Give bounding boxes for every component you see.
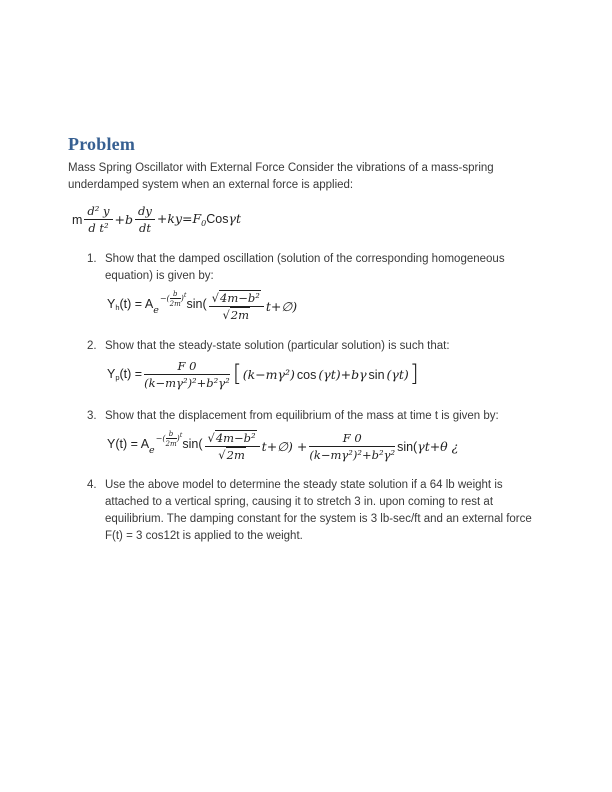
eq3-sin2-function: sin( xyxy=(397,440,418,454)
eq3-exp-superscript-t: t xyxy=(179,431,183,439)
item-3-body xyxy=(105,408,547,476)
equation-1 xyxy=(107,291,547,322)
eq2-lhs xyxy=(107,367,142,382)
eq1-phase-term: t+∅) xyxy=(265,299,298,314)
item-4-body xyxy=(105,477,547,545)
list-item-1 xyxy=(87,251,547,337)
item-4-text: Use the above model to determine the steady state solution if a 64 lb weight is attached to a vertical spring, causing it to stretch 3 in. upon coming to rest at equilibrium. The damping constant for the system is 3 lb-sec/ft and an external force F(t) = 3 cos12t is applied to the weight. xyxy=(105,479,532,542)
eq3-main-fraction xyxy=(309,431,395,462)
item-4-number: 4. xyxy=(87,479,97,491)
eq3-exp-open: −( xyxy=(155,434,166,443)
eq1-exp-close: ) xyxy=(180,294,184,303)
eq1-exp-numerator: b xyxy=(170,290,181,299)
item-3-number: 3. xyxy=(87,410,97,422)
item-2-text: Show that the steady-state solution (particular solution) is such that: xyxy=(105,340,450,352)
eq1-radicand-top: 4m−b² xyxy=(220,291,260,305)
eq-main-F-subscript: 0 xyxy=(201,219,207,228)
eq3-phase-plus: t+∅) + xyxy=(261,439,308,454)
eq-main-f1-denominator: d t² xyxy=(88,221,109,235)
eq2-main-fraction xyxy=(144,359,230,390)
eq3-radicand-bottom: 2m xyxy=(226,448,245,462)
eq3-exp-numerator: b xyxy=(166,430,177,439)
eq2-cos-function: cos xyxy=(296,367,317,382)
item-1-number: 1. xyxy=(87,253,97,265)
eq3-sqrt-numerator xyxy=(205,431,260,447)
eq2-right-bracket: ] xyxy=(409,361,419,387)
eq1-lhs xyxy=(107,290,207,316)
eq3-tail xyxy=(397,439,458,454)
eq2-group-2: (γt)+bγ xyxy=(318,367,367,382)
eq1-equals-A: (t) = A xyxy=(119,297,154,311)
eq3-sqrt-denominator xyxy=(205,447,260,462)
eq3-radical-sign-bottom: √ xyxy=(218,448,226,462)
eq1-exp-open: −( xyxy=(159,294,170,303)
eq3-Y-equals-A: Y xyxy=(107,437,116,451)
eq3-exponent xyxy=(156,430,183,448)
eq3-numerator-F0: F 0 xyxy=(309,431,395,447)
eq-main-fraction-2 xyxy=(135,204,155,235)
eq1-radicand-bottom: 2m xyxy=(230,308,250,322)
eq2-sin-function: sin xyxy=(368,367,385,382)
eq1-sqrt-fraction xyxy=(209,291,264,322)
eq1-Y-subscript: h xyxy=(115,303,120,312)
eq3-radicand-top: 4m−b² xyxy=(215,431,256,445)
eq1-exp-fraction xyxy=(170,290,181,308)
list-item-4 xyxy=(87,477,547,545)
eq2-group-1: (k−mγ²) xyxy=(242,367,295,382)
item-1-body xyxy=(105,251,547,337)
eq3-A-subscript-e: e xyxy=(149,445,155,456)
eq-main-f2-denominator: dt xyxy=(138,221,151,235)
eq-main-mass-symbol: m xyxy=(72,212,83,227)
equation-2 xyxy=(107,359,547,390)
eq2-numerator-F0: F 0 xyxy=(144,359,230,375)
item-3-text: Show that the displacement from equilibrium of the mass at time t is given by: xyxy=(105,410,499,422)
eq-main-cos-function: Cos xyxy=(206,212,229,226)
eq1-radical-sign-bottom: √ xyxy=(222,308,230,322)
eq1-sqrt-denominator xyxy=(209,307,264,322)
page-title: Problem xyxy=(68,134,136,154)
document-content xyxy=(68,133,547,546)
eq2-denominator: (k−mγ²)²+b²γ² xyxy=(144,376,230,390)
item-2-number: 2. xyxy=(87,340,97,352)
equation-3 xyxy=(107,431,547,462)
eq3-lhs xyxy=(107,430,203,456)
eq-main-fraction-1 xyxy=(84,204,112,235)
problem-list xyxy=(68,251,547,545)
list-item-3 xyxy=(87,408,547,476)
eq-main-plus-b: +b xyxy=(114,212,134,227)
eq3-sqrt-fraction xyxy=(205,431,260,462)
eq2-Y-subscript: p xyxy=(115,373,120,382)
eq-main-ky-F: +ky=F xyxy=(156,211,202,226)
eq1-exp-superscript-t: t xyxy=(183,291,187,299)
item-2-body xyxy=(105,338,547,407)
eq3-sin-function: sin( xyxy=(182,437,203,451)
eq3-exp-denominator: 2m xyxy=(165,440,177,448)
eq-main-rhs xyxy=(157,211,241,228)
intro-paragraph: Mass Spring Oscillator with External Force Consider the vibrations of a mass-spring underdamped system when an external force is applied: xyxy=(68,162,494,191)
eq2-Y: Y xyxy=(107,367,116,381)
eq3-equals-A: (t) = A xyxy=(115,437,150,451)
eq3-exp-fraction xyxy=(166,430,177,448)
eq1-radical-sign-top: √ xyxy=(211,291,219,305)
eq-main-f2-numerator: dy xyxy=(135,204,155,220)
eq-main-gamma-t: γt xyxy=(228,211,241,226)
eq1-A-subscript-e: e xyxy=(153,305,159,316)
eq1-exponent xyxy=(160,290,187,308)
equation-main xyxy=(72,204,547,235)
item-1-text: Show that the damped oscillation (solution of the corresponding homogeneous equation) is given by: xyxy=(105,253,505,282)
eq3-denominator: (k−mγ²)²+b²γ² xyxy=(309,448,396,462)
eq3-radical-sign-top: √ xyxy=(207,431,215,445)
eq1-Y: Y xyxy=(107,297,116,311)
eq2-group-3: (γt) xyxy=(386,367,409,382)
eq1-exp-denominator: 2m xyxy=(169,300,181,308)
eq1-sin-function: sin( xyxy=(186,297,207,311)
eq3-tail-term: γt+θ ¿ xyxy=(417,439,459,454)
eq2-left-bracket: [ xyxy=(232,361,242,387)
eq2-equals: (t) = xyxy=(119,367,143,381)
eq1-sqrt-numerator xyxy=(209,291,264,307)
eq3-exp-close: ) xyxy=(176,434,180,443)
eq-main-f1-numerator: d² y xyxy=(84,204,112,220)
list-item-2 xyxy=(87,338,547,407)
